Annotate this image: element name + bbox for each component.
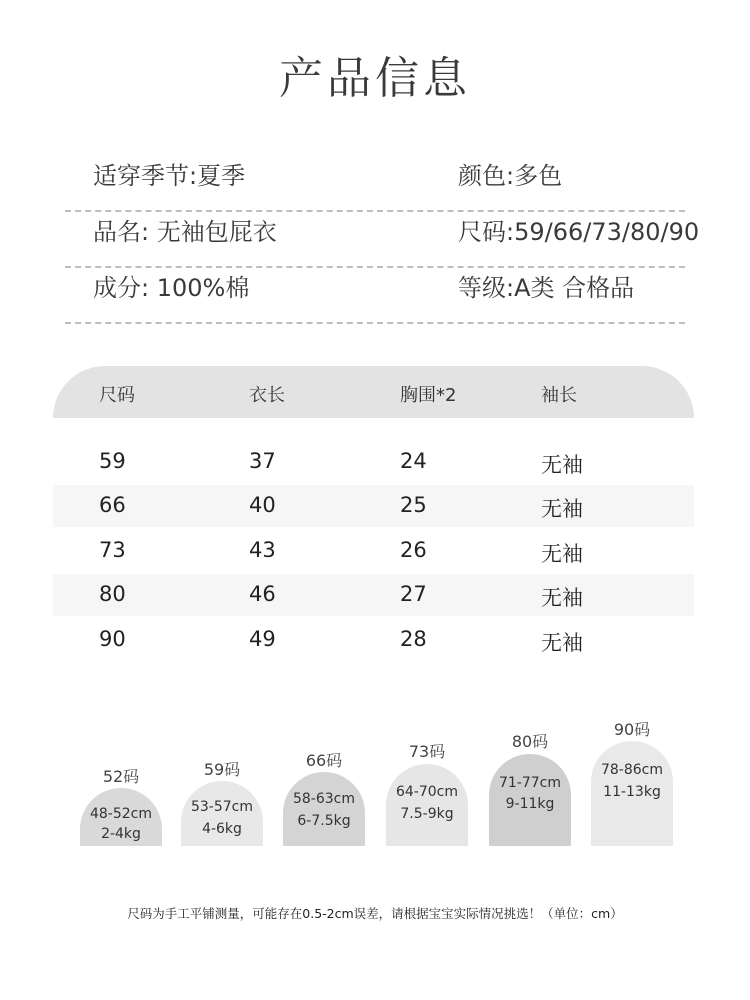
- cell-chest: 25: [400, 493, 427, 517]
- cell-length: 49: [249, 627, 276, 651]
- header-length: 衣长: [249, 385, 285, 406]
- size-chart-height: 78-86cm: [600, 762, 663, 778]
- header-chest: 胸围*2: [400, 385, 457, 406]
- table-row: [53, 574, 694, 616]
- cell-size: 59: [99, 449, 126, 473]
- size-chart-label: 66码: [305, 751, 343, 770]
- size-chart-label: 52码: [102, 767, 140, 786]
- size-chart-item-66: [283, 746, 365, 846]
- size-chart-height: 58-63cm: [292, 791, 355, 807]
- cell-length: 43: [249, 538, 276, 562]
- info-color: 颜色:多色: [458, 162, 563, 190]
- size-chart-weight: 4-6kg: [202, 821, 242, 837]
- cell-sleeve: 无袖: [541, 497, 583, 521]
- cell-sleeve: 无袖: [541, 453, 583, 477]
- size-chart-label: 73码: [408, 742, 446, 761]
- size-chart-item-59: [181, 754, 263, 846]
- info-season: 适穿季节:夏季: [93, 162, 246, 190]
- size-chart-height: 53-57cm: [190, 799, 253, 815]
- size-chart-height: 48-52cm: [89, 806, 152, 822]
- cell-chest: 26: [400, 538, 427, 562]
- cell-sleeve: 无袖: [541, 542, 583, 566]
- info-row-season-color: [65, 156, 685, 212]
- header-sleeve: 袖长: [541, 385, 577, 406]
- cell-chest: 27: [400, 582, 427, 606]
- table-row: [53, 485, 694, 527]
- cell-size: 66: [99, 493, 126, 517]
- size-chart-height: 64-70cm: [395, 784, 458, 800]
- info-grade: 等级:A类 合格品: [458, 274, 635, 302]
- cell-length: 40: [249, 493, 276, 517]
- size-chart-weight: 7.5-9kg: [400, 806, 454, 822]
- size-chart-weight: 6-7.5kg: [297, 813, 351, 829]
- size-chart-item-52: [80, 760, 162, 846]
- table-row: [53, 441, 694, 483]
- size-chart-item-80: [489, 727, 571, 846]
- cell-size: 80: [99, 582, 126, 606]
- cell-length: 46: [249, 582, 276, 606]
- cell-size: 73: [99, 538, 126, 562]
- table-row: [53, 530, 694, 572]
- info-material: 成分: 100%棉: [93, 274, 250, 302]
- cell-chest: 28: [400, 627, 427, 651]
- size-chart-label: 80码: [511, 732, 549, 751]
- cell-sleeve: 无袖: [541, 631, 583, 655]
- size-chart-weight: 9-11kg: [505, 796, 555, 812]
- info-row-material-grade: [65, 268, 685, 324]
- measurement-footnote: 尺码为手工平铺测量，可能存在0.5-2cm误差，请根据宝宝实际情况挑选！（单位：cm）: [127, 906, 623, 921]
- size-chart-label: 90码: [613, 720, 651, 739]
- info-sizes: 尺码:59/66/73/80/90: [458, 218, 700, 246]
- size-chart-weight: 2-4kg: [101, 826, 141, 842]
- cell-sleeve: 无袖: [541, 586, 583, 610]
- page-title: 产品信息: [279, 53, 471, 104]
- size-chart-weight: 11-13kg: [603, 784, 661, 800]
- size-chart-item-73: [386, 737, 468, 846]
- size-chart-label: 59码: [203, 760, 241, 779]
- cell-length: 37: [249, 449, 276, 473]
- size-table-header: [53, 366, 694, 418]
- info-product-name: 品名: 无袖包屁衣: [93, 218, 277, 246]
- size-chart-item-90: [591, 715, 673, 846]
- cell-chest: 24: [400, 449, 427, 473]
- header-size: 尺码: [99, 385, 135, 406]
- dashed-divider: [65, 322, 685, 324]
- cell-size: 90: [99, 627, 126, 651]
- info-row-name-size: [65, 212, 700, 268]
- size-chart-height: 71-77cm: [498, 775, 561, 791]
- table-row: [53, 619, 694, 661]
